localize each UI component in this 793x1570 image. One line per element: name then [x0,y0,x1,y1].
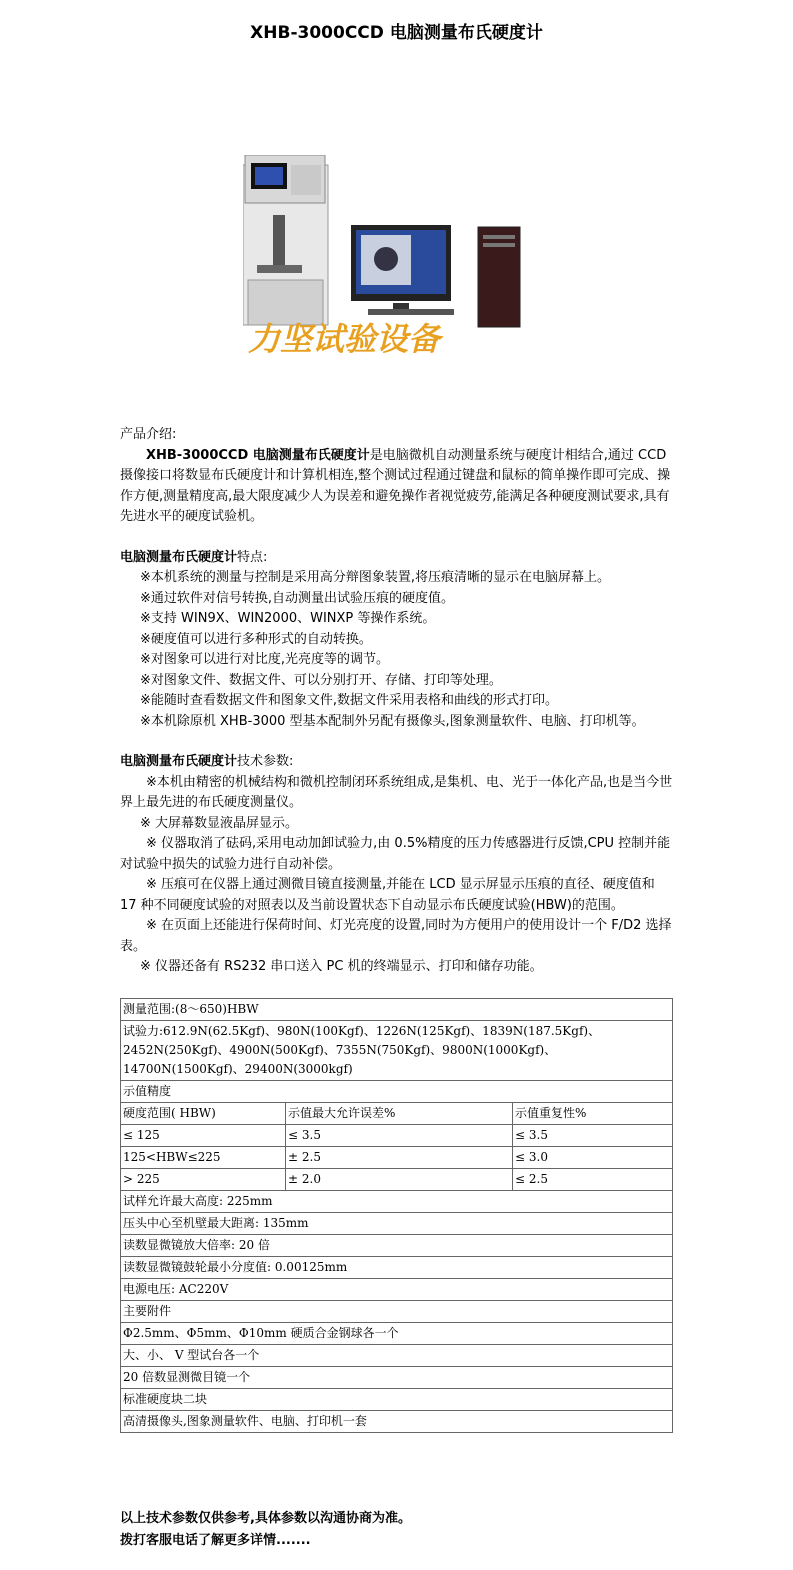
spec-item: 读数显微镜鼓轮最小分度值: 0.00125mm [121,1257,673,1279]
table-cell: 125<HBW≤225 [121,1147,286,1169]
table-row [121,1147,673,1169]
feature-item: ※支持 WIN9X、WIN2000、WINXP 等操作系统。 [140,611,436,626]
spec-range: 测量范围:(8～650)HBW [121,999,673,1021]
features-heading-rest: 特点: [237,549,268,565]
precision-header: 示值重复性% [513,1103,673,1125]
feature-item: ※对图象文件、数据文件、可以分别打开、存储、打印等处理。 [140,672,502,688]
table-row [121,1411,673,1433]
footer-note [120,1508,411,1552]
page-title: XHB-3000CCD 电脑测量布氏硬度计 [250,23,543,43]
table-row [121,1021,673,1081]
intro-paragraph [120,446,675,528]
accessory-item: 大、小、 V 型试台各一个 [121,1345,673,1367]
table-row [121,999,673,1021]
feature-item: ※对图象可以进行对比度,光亮度等的调节。 [140,652,390,667]
spec-item: 压头中心至机壁最大距离: 135mm [121,1213,673,1235]
feature-item: ※硬度值可以进行多种形式的自动转换。 [140,631,372,647]
product-description [120,425,675,978]
feature-item: ※通过软件对信号转换,自动测量出试验压痕的硬度值。 [140,590,455,606]
table-row [121,1367,673,1389]
footer-contact: 拨打客服电话了解更多详情....... [120,1533,311,1548]
params-heading-bold: 电脑测量布氏硬度计 [120,754,238,769]
feature-item: ※本机系统的测量与控制是采用高分辩图象装置,将压痕清晰的显示在电脑屏幕上。 [140,570,611,585]
precision-header: 硬度范围( HBW) [121,1103,286,1125]
table-row [121,1081,673,1103]
param-item: ※ 大屏幕数显液晶屏显示。 [140,815,299,831]
table-cell: ≤ 2.5 [513,1169,673,1191]
table-row [121,1389,673,1411]
param-item: ※ 压痕可在仪器上通过测微目镜直接测量,并能在 LCD 显示屏显示压痕的直径、硬度值和 17 种不同硬度试验的对照表以及当前设置状态下自动显示布氏硬度试验(HBW)的范围。 [120,877,655,913]
spec-item: 试样允许最大高度: 225mm [121,1191,673,1213]
table-row [121,1191,673,1213]
precision-title: 示值精度 [121,1081,673,1103]
footer-disclaimer: 以上技术参数仅供参考,具体参数以沟通协商为准。 [120,1511,411,1526]
logo-text: 力坚试验设备 [248,320,441,358]
feature-item: ※本机除原机 XHB-3000 型基本配制外另配有摄像头,图象测量软件、电脑、打印机等。 [140,713,645,729]
precision-header: 示值最大允许误差% [286,1103,513,1125]
table-row [121,1235,673,1257]
params-heading [120,752,675,773]
table-cell: ≤ 3.0 [513,1147,673,1169]
accessory-item: 高清摄像头,图象测量软件、电脑、打印机一套 [121,1411,673,1433]
table-cell: ≤ 125 [121,1125,286,1147]
table-cell: ± 2.0 [286,1169,513,1191]
table-row [121,1213,673,1235]
intro-product-name: XHB-3000CCD 电脑测量布氏硬度计 [146,447,370,463]
param-item: ※ 在页面上还能进行保荷时间、灯光亮度的设置,同时为方便用户的使用设计一个 F/D2 选择表。 [120,918,672,954]
param-item: ※ 仪器还备有 RS232 串口送入 PC 机的终端显示、打印和储存功能。 [140,959,543,974]
accessory-item: 20 倍数显测微目镜一个 [121,1367,673,1389]
spec-force: 试验力:612.9N(62.5Kgf)、980N(100Kgf)、1226N(125Kgf)、1839N(187.5Kgf)、2452N(250Kgf)、4900N(500Kgf)、7355N(750Kgf)、9800N(1000Kgf)、14700N(1500Kgf)、29400N(3000kgf) [121,1021,673,1081]
table-row [121,1279,673,1301]
feature-item: ※能随时查看数据文件和图象文件,数据文件采用表格和曲线的形式打印。 [140,693,559,708]
table-row [121,1301,673,1323]
intro-heading: 产品介绍: [120,427,177,442]
param-item: ※ 仪器取消了砝码,采用电动加卸试验力,由 0.5%精度的压力传感器进行反馈,CPU 控制并能对试验中损失的试验力进行自动补偿。 [120,836,671,872]
features-heading-bold: 电脑测量布氏硬度计 [120,549,238,565]
table-row [121,1169,673,1191]
table-row [121,1323,673,1345]
table-row [121,1345,673,1367]
table-row [121,1125,673,1147]
accessories-title: 主要附件 [121,1301,673,1323]
features-heading [120,548,675,569]
intro-body: 是电脑微机自动测量系统与硬度计相结合,通过 CCD 摄像接口将数显布氏硬度计和计算机相连,整个测试过程通过键盘和鼠标的简单操作即可完成、操作方便,测量精度高,最大限度减少人为误差和避免操作者视觉疲劳,能满足各种硬度测试要求,具有先进水平的硬度试验机。 [120,447,671,524]
spec-table [120,998,673,1433]
table-row [121,1257,673,1279]
table-cell: ± 2.5 [286,1147,513,1169]
table-row [121,1103,673,1125]
table-cell: ≤ 3.5 [286,1125,513,1147]
params-heading-rest: 技术参数: [237,754,294,769]
accessory-item: 标准硬度块二块 [121,1389,673,1411]
accessory-item: Φ2.5mm、Φ5mm、Φ10mm 硬质合金钢球各一个 [121,1323,673,1345]
spec-item: 读数显微镜放大倍率: 20 倍 [121,1235,673,1257]
product-photo [243,155,523,365]
spec-item: 电源电压: AC220V [121,1279,673,1301]
table-cell: > 225 [121,1169,286,1191]
param-item: ※本机由精密的机械结构和微机控制闭环系统组成,是集机、电、光于一体化产品,也是当今世界上最先进的布氏硬度测量仪。 [120,774,673,810]
hardness-tester-illustration [243,155,523,365]
table-cell: ≤ 3.5 [513,1125,673,1147]
